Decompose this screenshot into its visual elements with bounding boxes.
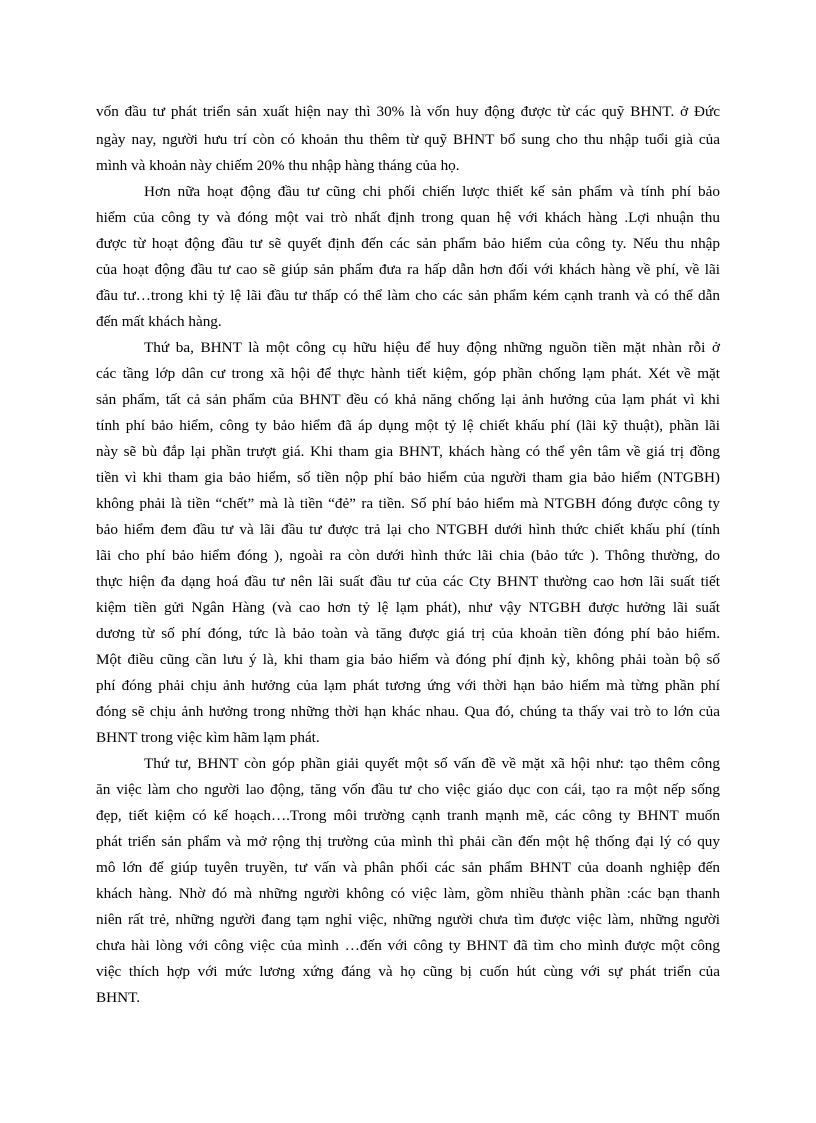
text-line: BHNT trong việc kìm hãm lạm phát. <box>96 729 320 746</box>
text-line: thực hiện đa dạng hoá đầu tư nên lãi suất đầu tư của các Cty BHNT thường cao hơn lãi suất tiết <box>96 573 720 590</box>
text-line: BHNT. <box>96 989 141 1006</box>
text-line: của hoạt động đầu tư cao sẽ giúp sản phẩm đưa ra hấp dẫn hơn đối với khách hàng về phí, về lãi <box>96 261 720 278</box>
text-line: tính phí bảo hiểm, công ty bảo hiểm đã áp dụng một tỷ lệ chiết khấu phí (lãi kỹ thuật), phần lãi <box>96 417 720 434</box>
text-line: niên rất trẻ, những người đang tạm nghỉ việc, những người chưa tìm được việc làm, những người <box>96 911 720 928</box>
text-line: ngày nay, người hưu trí còn có khoản thu thêm từ quỹ BHNT bổ sung cho thu nhập tuổi già của <box>96 131 720 148</box>
text-line: dương từ số phí đóng, tức là bảo toàn và tăng được giá trị của khoản tiền đóng phí bảo hiểm. <box>96 625 720 642</box>
text-line: đầu tư…trong khi tỷ lệ lãi đầu tư thấp có thể làm cho các sản phẩm kém cạnh tranh và có thể dẫn <box>96 287 720 304</box>
text-line: hiểm của công ty và đóng một vai trò nhất định trong quan hệ với khách hàng .Lợi nhuận thu <box>96 209 720 226</box>
text-line: ăn việc làm cho người lao động, tăng vốn đầu tư cho việc giáo dục con cái, tạo ra một nếp sống <box>96 781 720 798</box>
text-line: bảo hiểm đem đầu tư và lãi đầu tư được trả lại cho NTGBH dưới hình thức chiết khấu phí (tính <box>96 521 720 538</box>
paragraph-first-line: Thứ tư, BHNT còn góp phần giải quyết một số vấn đề về mặt xã hội như: tạo thêm công <box>144 755 720 772</box>
text-line: đẹp, tiết kiệm có kế hoạch….Trong môi trường cạnh tranh mạnh mẽ, các công ty BHNT muốn <box>96 807 720 824</box>
text-line: vốn đầu tư phát triển sản xuất hiện nay thì 30% là vốn huy động được từ các quỹ BHNT. ở Đức <box>96 103 720 120</box>
text-line: lãi cho phí bảo hiểm đóng ), ngoài ra còn dưới hình thức lãi chia (bảo tức ). Thông thường, do <box>96 547 720 564</box>
text-line: tiền vì khi tham gia bảo hiểm, số tiền nộp phí bảo hiểm của người tham gia bảo hiểm (NTGBH) <box>96 469 720 486</box>
text-line: này sẽ bù đắp lại phần trượt giá. Khi tham gia BHNT, khách hàng có thể yên tâm về giá trị đồng <box>96 443 720 460</box>
text-line: phí đóng phải chịu ảnh hưởng của lạm phát tương ứng với thời hạn bảo hiểm mà từng phần phí <box>96 677 720 694</box>
text-line: mô lớn để giúp tuyên truyền, tư vấn và phân phối các sản phẩm BHNT của doanh nghiệp đến <box>96 859 720 876</box>
text-line: chưa hài lòng với công việc của mình …đến với công ty BHNT đã tìm cho mình được một công <box>96 937 720 954</box>
text-line: sản phẩm, tất cả sản phẩm của BHNT đều có khả năng chống lại ảnh hưởng của lạm phát vì khi <box>96 391 720 408</box>
paragraph-first-line: Thứ ba, BHNT là một công cụ hữu hiệu để huy động những nguồn tiền mặt nhàn rỗi ở <box>144 339 720 356</box>
text-line: khách hàng. Nhờ đó mà những người không có việc làm, gồm nhiều thành phần :các bạn thanh <box>96 885 720 902</box>
text-line: phát triển sản phẩm và mở rộng thị trường của mình thì phải cần đến một hệ thống đại lý có quy <box>96 833 720 850</box>
text-line: việc thích hợp với mức lương xứng đáng và họ cũng bị cuốn hút cùng với sự phát triển của <box>96 963 720 980</box>
paragraph-first-line: Hơn nữa hoạt động đầu tư cũng chi phối chiến lược thiết kế sản phẩm và tính phí bảo <box>144 183 720 200</box>
text-line: Một điều cũng cần lưu ý là, khi tham gia bảo hiểm và đóng phí định kỳ, không phải toàn bộ số <box>96 651 720 668</box>
text-line: được từ hoạt động đầu tư sẽ quyết định đến các sản phẩm bảo hiểm của công ty. Nếu thu nhập <box>96 235 720 252</box>
text-line: không phải là tiền “chết” mà là tiền “đẻ” ra tiền. Số phí bảo hiểm mà NTGBH đóng được công ty <box>96 495 720 512</box>
text-line: đóng sẽ chịu ảnh hưởng trong những thời hạn khác nhau. Qua đó, chúng ta thấy vai trò to lớn của <box>96 703 720 720</box>
text-line: các tầng lớp dân cư trong xã hội để thực hành tiết kiệm, góp phần chống lạm phát. Xét về mặt <box>96 365 720 382</box>
text-line: kiệm tiền gửi Ngân Hàng (và cao hơn tỷ lệ lạm phát), như vậy NTGBH được hưởng lãi suất <box>96 599 720 616</box>
text-line: đến mất khách hàng. <box>96 313 222 330</box>
text-line: mình và khoản này chiếm 20% thu nhập hàng tháng của họ. <box>96 157 460 174</box>
